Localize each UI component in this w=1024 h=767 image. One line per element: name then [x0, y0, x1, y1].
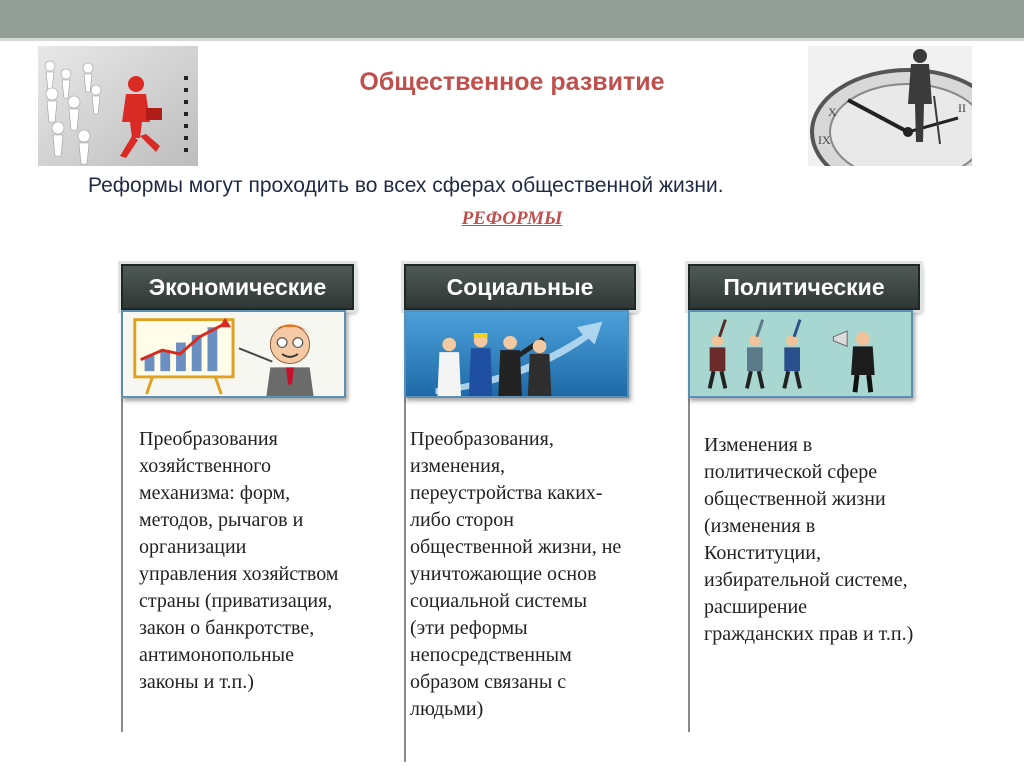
- social-header: Социальные: [404, 264, 636, 310]
- clock-walker-image: [808, 46, 972, 166]
- top-bar-divider: [0, 38, 1024, 41]
- intro-sentence: Реформы могут проходить во всех сферах общественной жизни.: [88, 174, 724, 197]
- political-header: Политические: [688, 264, 920, 310]
- running-crowd-image: [38, 46, 198, 166]
- svg-text:IX: IX: [818, 133, 831, 147]
- top-bar: [0, 0, 1024, 38]
- svg-text:X: X: [828, 105, 837, 119]
- svg-text:II: II: [958, 101, 966, 115]
- political-description: Изменения в политической сфере общественной жизни (изменения в Конституции, избирательной системе, расширение гражданских прав и т.п.): [704, 434, 914, 645]
- political-image: [688, 310, 913, 398]
- economic-description: Преобразования хозяйственного механизма: форм, методов, рычагов и организации управления хозяйством страны (приватизация, закон о банкротстве, антимонопольные законы и т.п.): [139, 428, 339, 693]
- reforms-heading: РЕФОРМЫ: [461, 208, 563, 229]
- economic-image: [121, 310, 346, 398]
- social-image: [404, 310, 629, 398]
- social-description: Преобразования, изменения, переустройства каких-либо сторон общественной жизни, не уничтожающие основ социальной системы (эти реформы непосредственным образом связаны с людьми): [410, 428, 622, 720]
- slide-title: Общественное развитие: [359, 68, 665, 96]
- economic-header: Экономические: [121, 264, 354, 310]
